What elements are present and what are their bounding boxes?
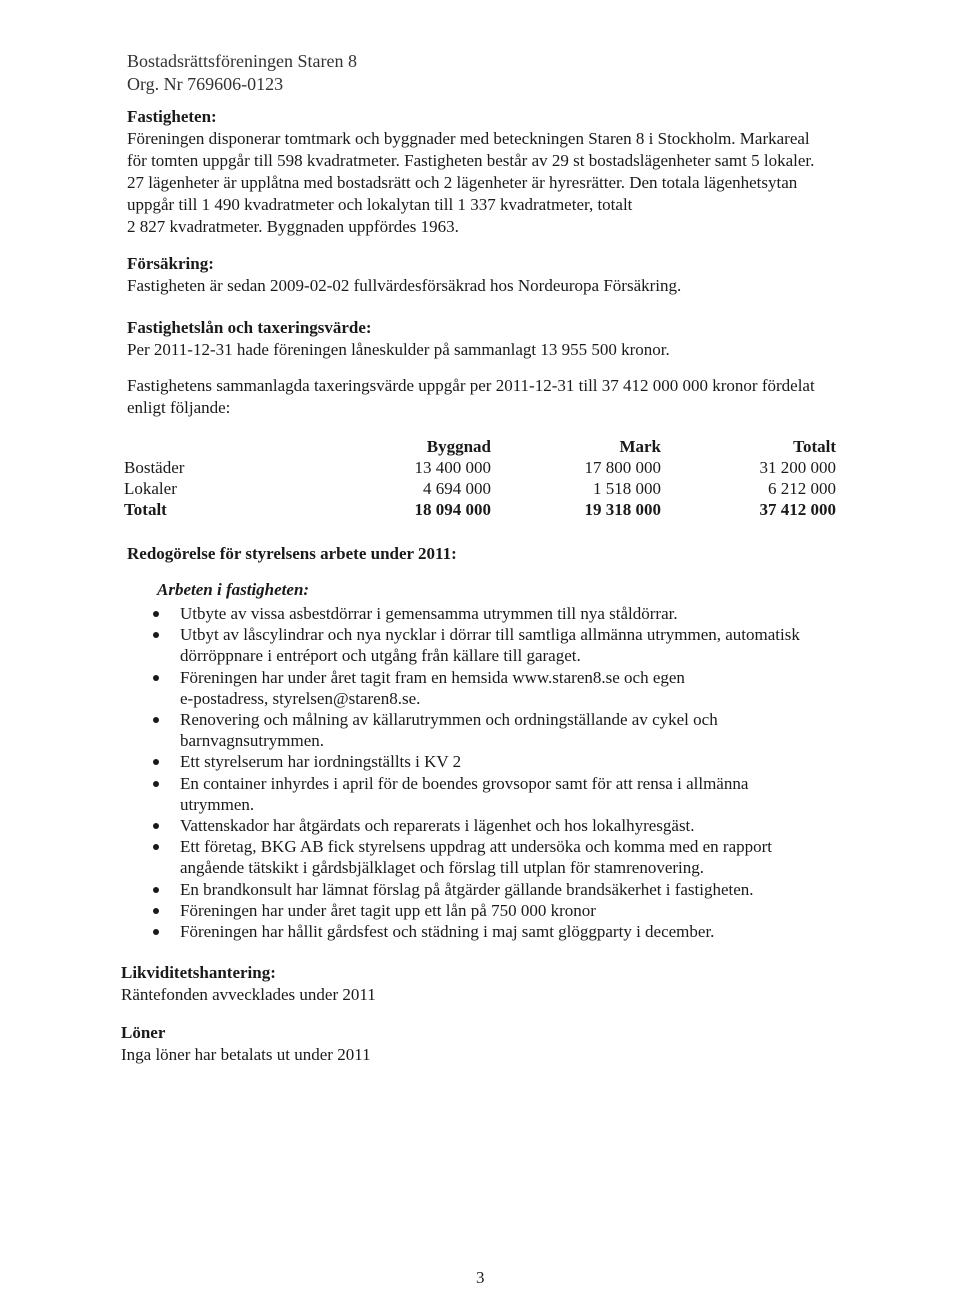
fastigheten-line: 27 lägenheter är upplåtna med bostadsrätt och 2 lägenheter är hyresrätter. Den totala lägenhetsytan xyxy=(127,173,798,192)
likviditet-heading: Likviditetshantering: xyxy=(121,963,276,982)
redogorelse-heading: Redogörelse för styrelsens arbete under 2011: xyxy=(127,544,457,563)
section-fastighetslan xyxy=(127,317,847,361)
table-header-cell xyxy=(124,436,374,457)
forsakring-heading: Försäkring: xyxy=(127,254,214,273)
section-taxering xyxy=(127,375,857,419)
section-forsakring xyxy=(127,253,847,297)
table-cell: Bostäder xyxy=(124,458,185,477)
bullet-icon xyxy=(153,781,159,787)
table-header-row xyxy=(124,436,836,457)
list-item: Utbyt av låscylindrar och nya nycklar i dörrar till samtliga allmänna utrymmen, automatisk dörröppnare i entréport och utgång från källare till garaget. xyxy=(150,624,850,666)
table-row xyxy=(124,478,836,499)
fastigheten-line: 2 827 kvadratmeter. Byggnaden uppfördes 1963. xyxy=(127,217,459,236)
list-item: En container inhyrdes i april för de boendes grovsopor samt för att rensa i allmänna utrymmen. xyxy=(150,773,850,815)
table-cell: 6 212 000 xyxy=(768,479,836,498)
section-redogorelse xyxy=(127,543,847,565)
table-cell: 37 412 000 xyxy=(759,500,836,519)
list-item: Föreningen har hållit gårdsfest och städning i maj samt glöggparty i december. xyxy=(150,921,850,942)
table-cell: 19 318 000 xyxy=(584,500,661,519)
bullet-icon xyxy=(153,887,159,893)
work-list xyxy=(150,603,850,942)
fastigheten-line: för tomten uppgår till 598 kvadratmeter. Fastigheten består av 29 st bostadslägenheter samt 5 lokaler. xyxy=(127,151,815,170)
loner-heading: Löner xyxy=(121,1023,166,1042)
loner-text: Inga löner har betalats ut under 2011 xyxy=(121,1045,371,1064)
list-item: Föreningen har under året tagit fram en hemsida www.staren8.se och egen e-postadress, styrelsen@staren8.se. xyxy=(150,667,850,709)
list-item: En brandkonsult har lämnat förslag på åtgärder gällande brandsäkerhet i fastigheten. xyxy=(150,879,850,900)
table-header-cell: Totalt xyxy=(793,437,836,456)
list-item: Utbyte av vissa asbestdörrar i gemensamma utrymmen till nya ståldörrar. xyxy=(150,603,850,624)
fastigheten-heading: Fastigheten: xyxy=(127,107,217,126)
bullet-icon xyxy=(153,929,159,935)
org-name: Bostadsrättsföreningen Staren 8 xyxy=(127,51,357,71)
valuation-table xyxy=(124,436,836,520)
section-loner xyxy=(121,1022,841,1066)
table-cell: 18 094 000 xyxy=(414,500,491,519)
list-item: Ett styrelserum har iordningställts i KV 2 xyxy=(150,751,850,772)
table-cell: 13 400 000 xyxy=(414,458,491,477)
table-cell: 4 694 000 xyxy=(423,479,491,498)
table-cell: 17 800 000 xyxy=(584,458,661,477)
list-item: Renovering och målning av källarutrymmen och ordningställande av cykel och barnvagnsutrymmen. xyxy=(150,709,850,751)
bullet-icon xyxy=(153,823,159,829)
table-cell: Totalt xyxy=(124,500,167,519)
org-number: Org. Nr 769606-0123 xyxy=(127,74,284,94)
bullet-icon xyxy=(153,611,159,617)
taxering-line: enligt följande: xyxy=(127,398,231,417)
table-cell: 31 200 000 xyxy=(759,458,836,477)
table-cell: 1 518 000 xyxy=(593,479,661,498)
section-likviditet xyxy=(121,962,841,1006)
likviditet-text: Räntefonden avvecklades under 2011 xyxy=(121,985,376,1004)
page-number: 3 xyxy=(476,1268,485,1287)
org-header xyxy=(127,50,847,96)
list-item: Föreningen har under året tagit upp ett lån på 750 000 kronor xyxy=(150,900,850,921)
table-header-cell: Mark xyxy=(619,437,661,456)
list-item: Ett företag, BKG AB fick styrelsens uppdrag att undersöka och komma med en rapport angående tätskikt i gårdsbjälklaget och förslag till utplan för stamrenovering. xyxy=(150,836,850,878)
bullet-icon xyxy=(153,675,159,681)
bullet-icon xyxy=(153,908,159,914)
bullet-icon xyxy=(153,632,159,638)
taxering-line: Fastighetens sammanlagda taxeringsvärde uppgår per 2011-12-31 till 37 412 000 000 kronor fördelat xyxy=(127,376,815,395)
list-item: Vattenskador har åtgärdats och reparerats i lägenhet och hos lokalhyresgäst. xyxy=(150,815,850,836)
fastigheten-line: Föreningen disponerar tomtmark och byggnader med beteckningen Staren 8 i Stockholm. Markareal xyxy=(127,129,810,148)
bullet-icon xyxy=(153,717,159,723)
fastigheten-line: uppgår till 1 490 kvadratmeter och lokalytan till 1 337 kvadratmeter, totalt xyxy=(127,195,633,214)
section-fastigheten xyxy=(127,106,847,238)
forsakring-text: Fastigheten är sedan 2009-02-02 fullvärdesförsäkrad hos Nordeuropa Försäkring. xyxy=(127,276,682,295)
fastighetslan-text: Per 2011-12-31 hade föreningen låneskulder på sammanlagt 13 955 500 kronor. xyxy=(127,340,670,359)
table-total-row xyxy=(124,499,836,520)
arbeten-subheading: Arbeten i fastigheten: xyxy=(157,580,310,599)
table-row xyxy=(124,457,836,478)
table-header-cell: Byggnad xyxy=(426,437,491,456)
bullet-icon xyxy=(153,759,159,765)
bullet-icon xyxy=(153,844,159,850)
table-cell: Lokaler xyxy=(124,479,177,498)
fastighetslan-heading: Fastighetslån och taxeringsvärde: xyxy=(127,318,372,337)
